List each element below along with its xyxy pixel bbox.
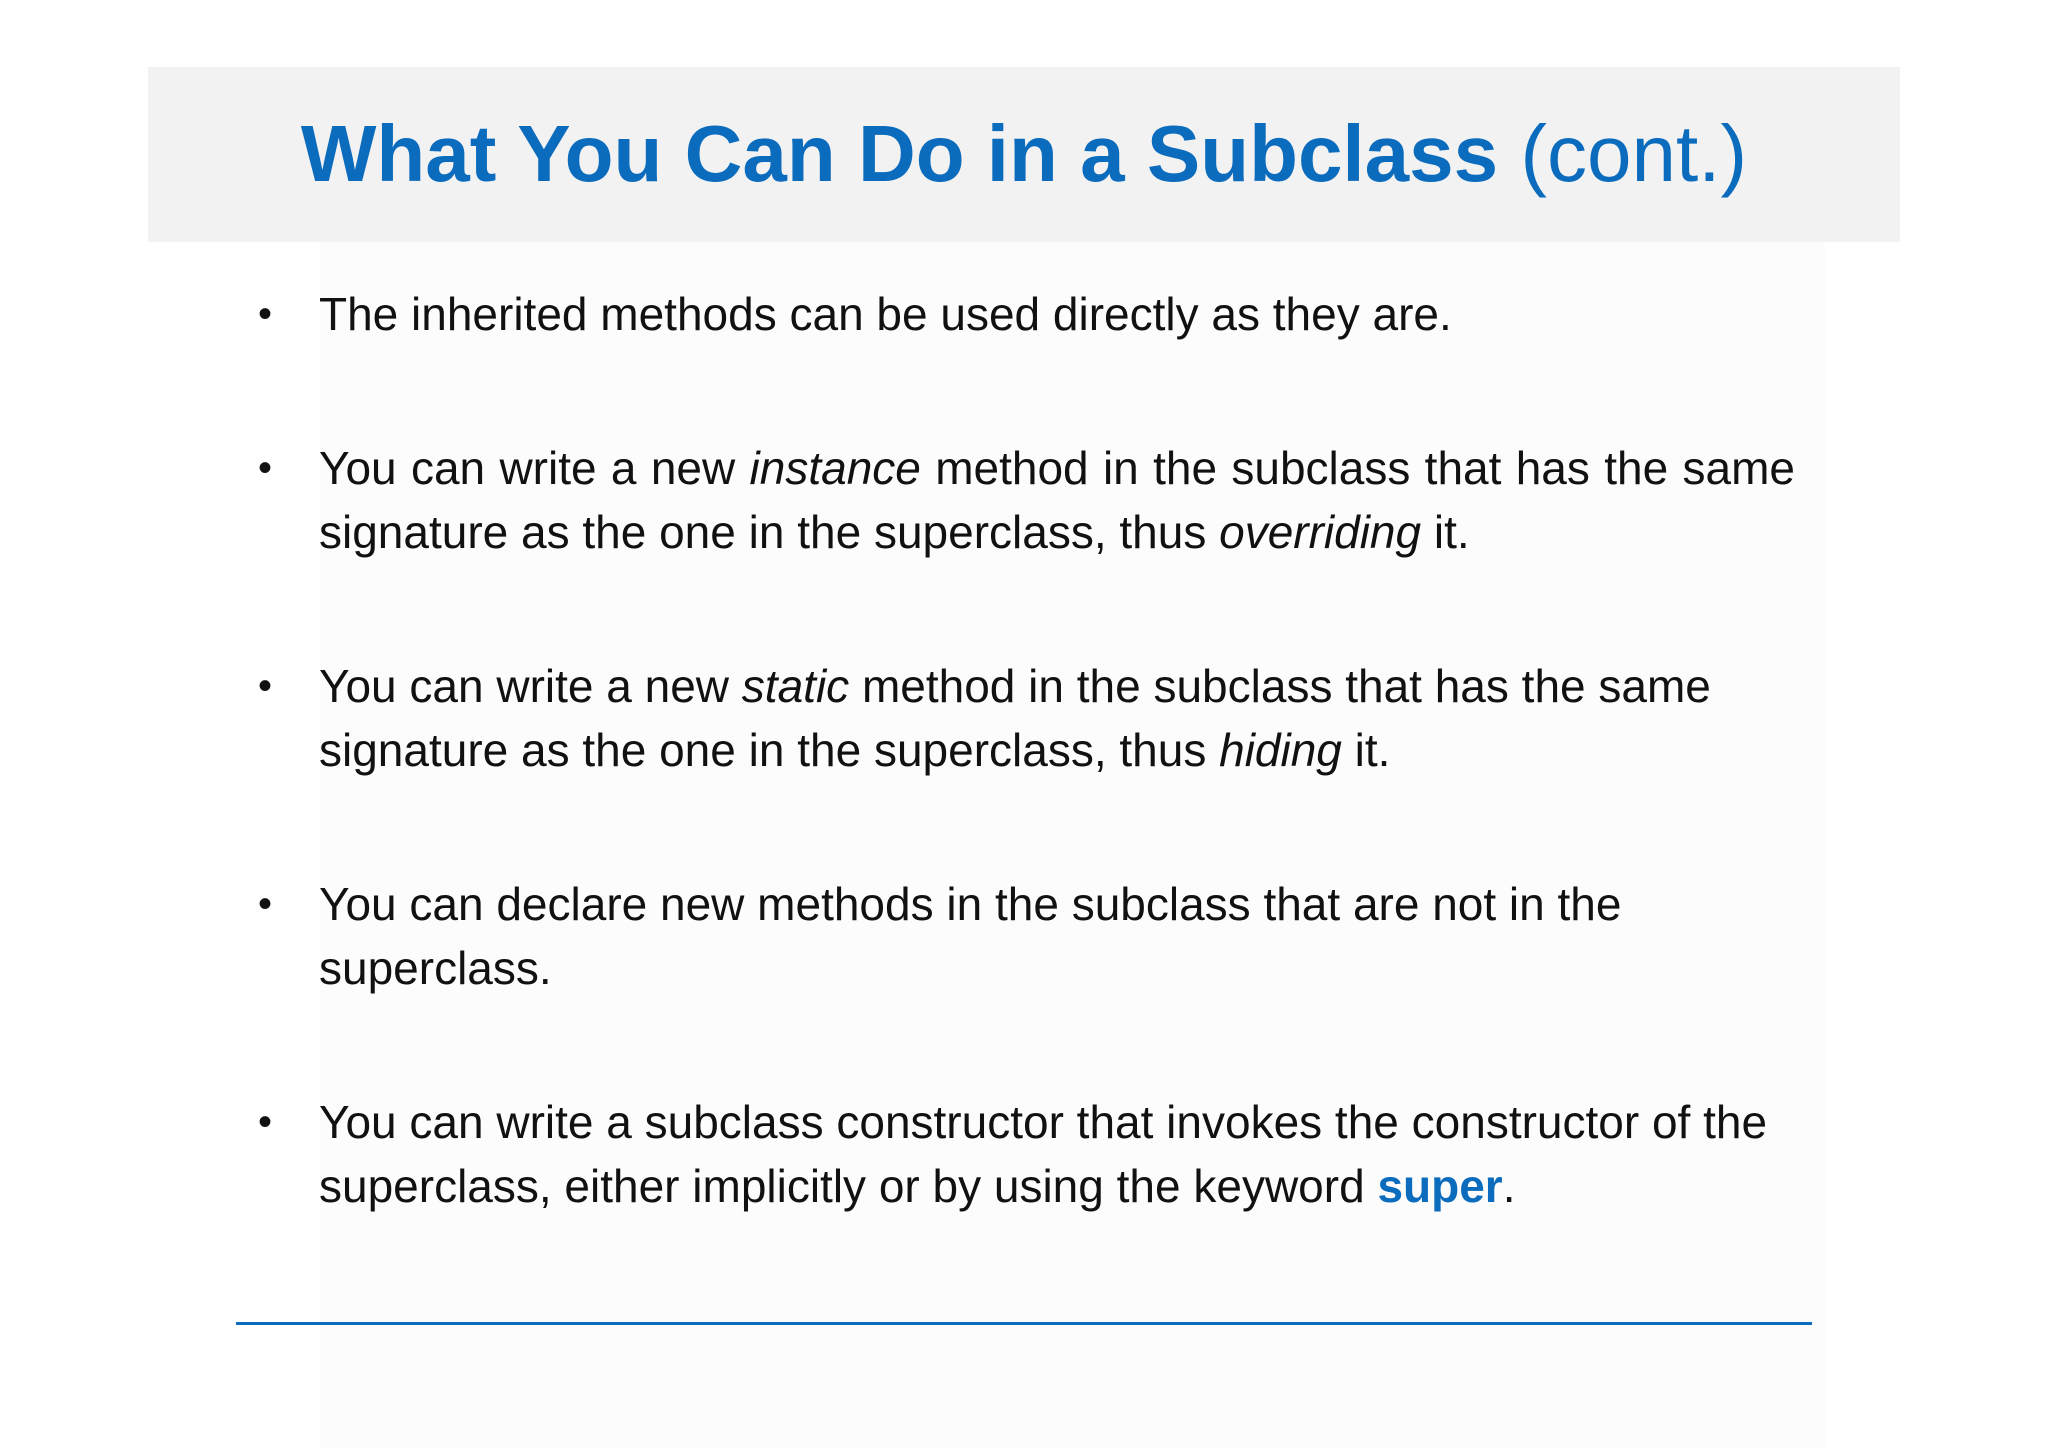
bullet-text <box>319 872 1769 1000</box>
bullet-text-part: it. <box>1341 724 1391 776</box>
content-background <box>320 242 1825 1448</box>
bullet-icon: • <box>257 292 272 336</box>
bottom-divider <box>236 1322 1812 1325</box>
bullet-icon: • <box>257 882 272 926</box>
bullet-text-part: You can write a new <box>319 442 750 494</box>
bullet-text-part: method in the subclass that has the same signature as the one in the superclass, thus <box>319 442 1795 558</box>
title-band <box>148 67 1900 242</box>
bullet-text-part: it. <box>1421 506 1470 558</box>
emphasis-hiding: hiding <box>1219 724 1342 776</box>
bullet-text-part: You can write a subclass constructor that invokes the constructor of the superclass, either implicitly or by using the keyword <box>319 1096 1768 1212</box>
bullet-text-part: The inherited methods can be used directly as they are. <box>319 288 1452 340</box>
bullet-text <box>319 436 1795 564</box>
bullet-icon: • <box>257 1100 272 1144</box>
bullet-text-part: You can declare new methods in the subclass that are not in the superclass. <box>319 878 1622 994</box>
slide-title <box>148 109 1900 199</box>
emphasis-instance: instance <box>749 442 921 494</box>
bullet-text-part: method in the subclass that has the same signature as the one in the superclass, thus <box>319 660 1711 776</box>
bullet-text-part: . <box>1502 1160 1516 1212</box>
bullet-text <box>319 654 1769 782</box>
slide-title-suffix: (cont.) <box>1520 109 1748 198</box>
emphasis-overriding: overriding <box>1219 506 1422 558</box>
bullet-icon: • <box>257 664 272 708</box>
bullet-text <box>319 282 1795 346</box>
bullet-icon: • <box>257 446 272 490</box>
bullet-text-part: You can write a new <box>319 660 742 712</box>
slide-title-main: What You Can Do in a Subclass <box>300 109 1499 198</box>
emphasis-static: static <box>741 660 850 712</box>
keyword-super: super <box>1377 1160 1503 1212</box>
bullet-text <box>319 1090 1789 1218</box>
